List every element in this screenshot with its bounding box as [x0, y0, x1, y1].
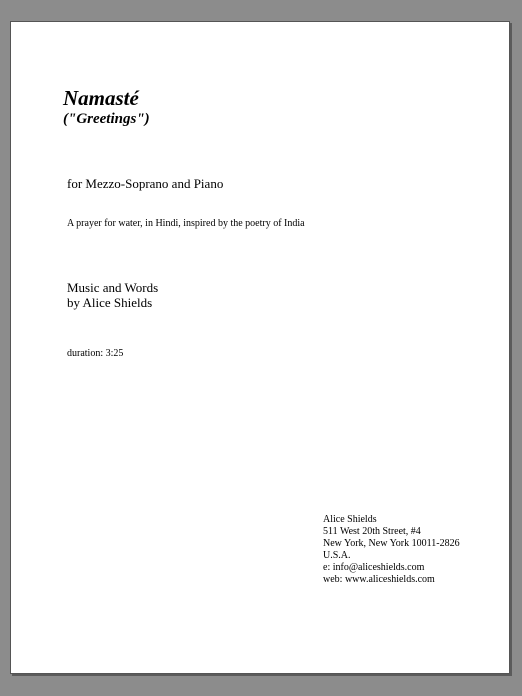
contact-country: U.S.A.: [323, 550, 351, 561]
contact-name: Alice Shields: [323, 514, 377, 525]
contact-email: e: info@aliceshields.com: [323, 562, 425, 573]
credits-line-music-words: Music and Words: [67, 280, 159, 295]
credits-line-composer: by Alice Shields: [67, 295, 153, 310]
score-subtitle: ("Greetings"): [63, 111, 150, 127]
score-page: [10, 21, 510, 674]
contact-city: New York, New York 10011-2826: [323, 538, 460, 549]
credits-block: [67, 280, 158, 310]
instrumentation-text: for Mezzo-Soprano and Piano: [67, 176, 224, 191]
contact-street: 511 West 20th Street, #4: [323, 526, 421, 537]
description-text: A prayer for water, in Hindi, inspired by the poetry of India: [67, 218, 305, 229]
score-title: Namasté: [63, 86, 139, 110]
duration-text: duration: 3:25: [67, 348, 124, 359]
contact-block: [323, 514, 460, 586]
contact-web: web: www.aliceshields.com: [323, 574, 435, 585]
